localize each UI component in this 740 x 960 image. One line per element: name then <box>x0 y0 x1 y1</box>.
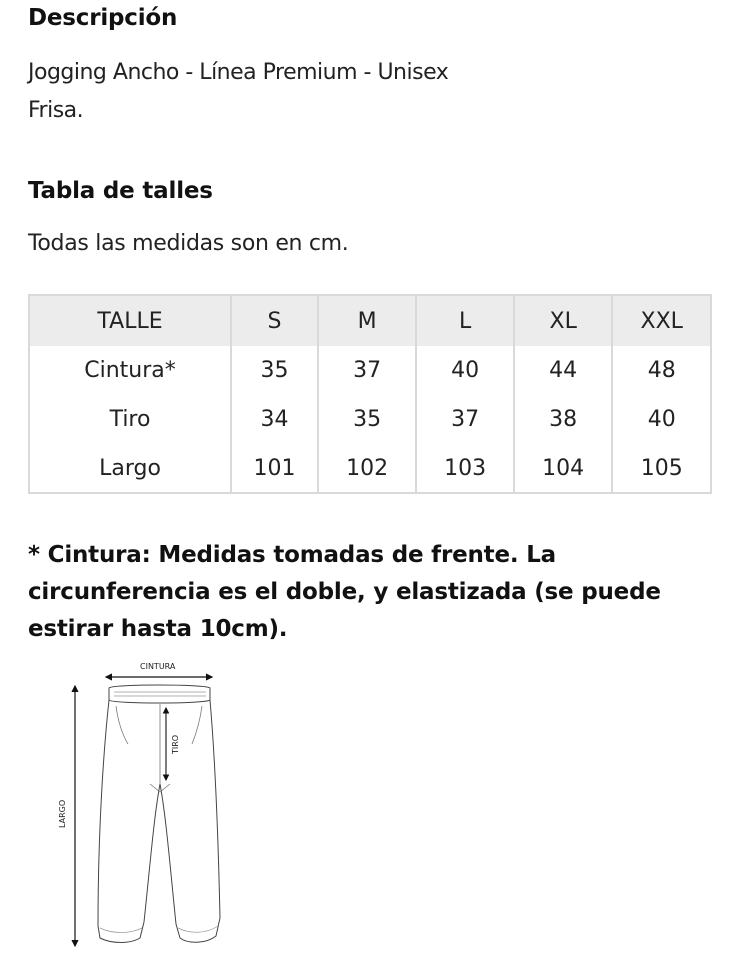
row-label: Largo <box>29 444 231 493</box>
pants-outline <box>98 685 220 943</box>
size-table-units-note: Todas las medidas son en cm. <box>28 231 349 256</box>
table-cell: 37 <box>416 395 514 444</box>
header-cell-l: L <box>416 295 514 346</box>
header-cell-xxl: XXL <box>612 295 711 346</box>
table-cell: 44 <box>514 346 613 395</box>
table-cell: 103 <box>416 444 514 493</box>
table-cell: 38 <box>514 395 613 444</box>
tiro-label: TIRO <box>171 734 180 754</box>
header-cell-m: M <box>318 295 417 346</box>
description-heading: Descripción <box>28 5 178 31</box>
table-cell: 105 <box>612 444 711 493</box>
description-line-product: Jogging Ancho - Línea Premium - Unisex <box>28 60 449 85</box>
table-cell: 35 <box>318 395 417 444</box>
table-row-cintura <box>29 346 711 395</box>
size-table-heading: Tabla de talles <box>28 178 213 204</box>
largo-label: LARGO <box>58 799 67 828</box>
pants-measurement-diagram <box>52 656 232 952</box>
header-cell-talle: TALLE <box>29 295 231 346</box>
pants-drawing-svg <box>52 656 232 952</box>
table-cell: 40 <box>416 346 514 395</box>
table-cell: 102 <box>318 444 417 493</box>
size-table <box>28 294 712 494</box>
table-cell: 34 <box>231 395 318 444</box>
table-cell: 37 <box>318 346 417 395</box>
cintura-label: CINTURA <box>140 662 176 671</box>
row-label: Cintura* <box>29 346 231 395</box>
table-cell: 40 <box>612 395 711 444</box>
table-cell: 35 <box>231 346 318 395</box>
description-line-material: Frisa. <box>28 98 84 123</box>
table-row-largo <box>29 444 711 493</box>
row-label: Tiro <box>29 395 231 444</box>
header-cell-xl: XL <box>514 295 613 346</box>
header-cell-s: S <box>231 295 318 346</box>
size-table-header-row <box>29 295 711 346</box>
table-row-tiro <box>29 395 711 444</box>
waist-measurement-footnote: * Cintura: Medidas tomadas de frente. La circunferencia es el doble, y elastizada (se puede estirar hasta 10cm). <box>28 542 661 642</box>
table-cell: 48 <box>612 346 711 395</box>
table-cell: 101 <box>231 444 318 493</box>
table-cell: 104 <box>514 444 613 493</box>
